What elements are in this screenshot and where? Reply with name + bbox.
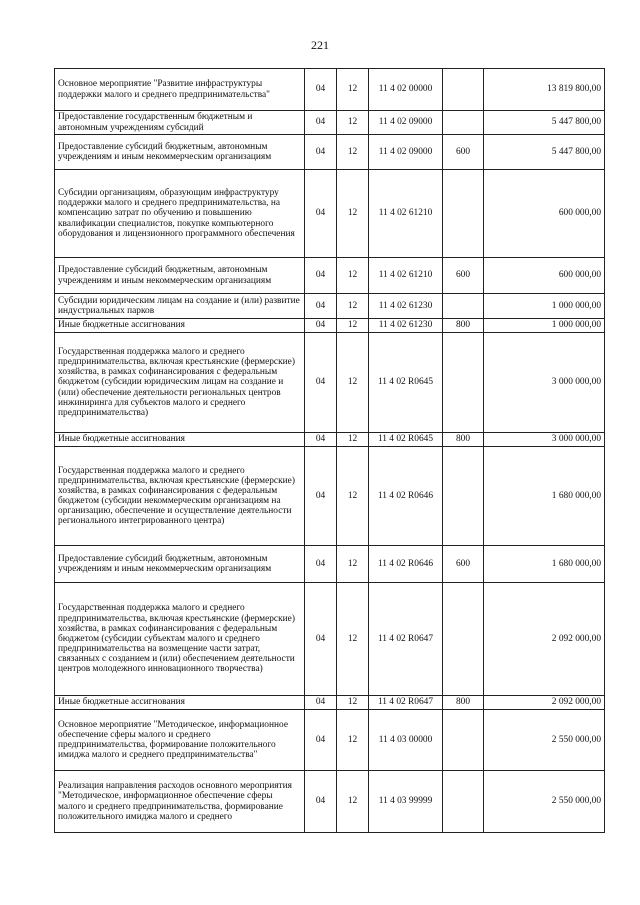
row-name-cell: Иные бюджетные ассигнования — [55, 319, 305, 333]
table-row — [55, 111, 605, 135]
row-expense-type-cell — [443, 771, 484, 833]
row-expense-type-cell — [443, 111, 484, 135]
row-name-cell: Субсидии юридическим лицам на создание и (или) развитие индустриальных парков — [55, 294, 305, 319]
row-expense-type-cell — [443, 583, 484, 696]
table-row — [55, 319, 605, 333]
row-sum-cell: 3 000 000,00 — [484, 433, 605, 447]
row-expense-type-cell: 800 — [443, 696, 484, 710]
row-sum-cell: 5 447 800,00 — [484, 111, 605, 135]
table-row — [55, 433, 605, 447]
row-target-code-cell: 11 4 02 R0647 — [369, 583, 443, 696]
row-name-cell: Государственная поддержка малого и среднего предпринимательства, включая крестьянские (фермерские) хозяйства, в рамках софинансирования с федеральным бюджетом (субсидии субъектам малого и среднего предпринимательства на возмещение части затрат, связанных с созданием и (или) обеспечением деятельности центров молодежного инновационного творчества) — [55, 583, 305, 696]
row-target-code-cell: 11 4 02 R0646 — [369, 546, 443, 583]
row-name-cell: Предоставление государственным бюджетным и автономным учреждениям субсидий — [55, 111, 305, 135]
row-expense-type-cell — [443, 333, 484, 433]
row-sum-cell: 5 447 800,00 — [484, 135, 605, 170]
row-section-cell: 04 — [305, 546, 337, 583]
row-sum-cell: 600 000,00 — [484, 258, 605, 294]
row-sum-cell: 1 000 000,00 — [484, 319, 605, 333]
row-subsection-cell: 12 — [337, 710, 369, 771]
row-target-code-cell: 11 4 02 61230 — [369, 294, 443, 319]
row-name-cell: Иные бюджетные ассигнования — [55, 696, 305, 710]
row-target-code-cell: 11 4 02 R0646 — [369, 447, 443, 546]
row-subsection-cell: 12 — [337, 447, 369, 546]
row-subsection-cell: 12 — [337, 333, 369, 433]
row-subsection-cell: 12 — [337, 258, 369, 294]
row-section-cell: 04 — [305, 170, 337, 258]
row-subsection-cell: 12 — [337, 546, 369, 583]
row-expense-type-cell: 600 — [443, 258, 484, 294]
row-sum-cell: 1 680 000,00 — [484, 546, 605, 583]
row-sum-cell: 1 680 000,00 — [484, 447, 605, 546]
row-name-cell: Реализация направления расходов основного мероприятия "Методическое, информационное обеспечение сферы малого и среднего предпринимательства, формирование положительного имиджа малого и среднего — [55, 771, 305, 833]
row-subsection-cell: 12 — [337, 583, 369, 696]
row-target-code-cell: 11 4 02 00000 — [369, 69, 443, 111]
row-section-cell: 04 — [305, 333, 337, 433]
row-subsection-cell: 12 — [337, 69, 369, 111]
row-sum-cell: 2 092 000,00 — [484, 583, 605, 696]
row-name-cell: Основное мероприятие "Методическое, информационное обеспечение сферы малого и среднего предпринимательства, формирование положительного имиджа малого и среднего предпринимательства" — [55, 710, 305, 771]
row-section-cell: 04 — [305, 294, 337, 319]
row-section-cell: 04 — [305, 258, 337, 294]
row-section-cell: 04 — [305, 135, 337, 170]
row-sum-cell: 13 819 800,00 — [484, 69, 605, 111]
row-target-code-cell: 11 4 02 R0647 — [369, 696, 443, 710]
row-sum-cell: 3 000 000,00 — [484, 333, 605, 433]
row-subsection-cell: 12 — [337, 170, 369, 258]
row-target-code-cell: 11 4 02 09000 — [369, 135, 443, 170]
row-expense-type-cell — [443, 170, 484, 258]
row-name-cell: Предоставление субсидий бюджетным, автономным учреждениям и иным некоммерческим организациям — [55, 135, 305, 170]
row-sum-cell: 2 550 000,00 — [484, 710, 605, 771]
table-row — [55, 69, 605, 111]
row-subsection-cell: 12 — [337, 433, 369, 447]
row-expense-type-cell: 800 — [443, 433, 484, 447]
row-sum-cell: 2 092 000,00 — [484, 696, 605, 710]
row-target-code-cell: 11 4 02 R0645 — [369, 333, 443, 433]
budget-table — [54, 68, 605, 833]
row-name-cell: Иные бюджетные ассигнования — [55, 433, 305, 447]
row-expense-type-cell: 600 — [443, 135, 484, 170]
row-expense-type-cell — [443, 447, 484, 546]
row-target-code-cell: 11 4 02 61210 — [369, 170, 443, 258]
row-expense-type-cell: 800 — [443, 319, 484, 333]
row-name-cell: Государственная поддержка малого и среднего предпринимательства, включая крестьянские (фермерские) хозяйства, в рамках софинансирования с федеральным бюджетом (субсидии некоммерческим организациям на организацию, обеспечение и осуществление деятельности регионального интегрированного центра) — [55, 447, 305, 546]
row-subsection-cell: 12 — [337, 294, 369, 319]
row-name-cell: Субсидии организациям, образующим инфраструктуру поддержки малого и среднего предпринимательства, на компенсацию затрат по обучению и повышению квалификации специалистов, покупке компьютерного оборудования и лицензионного программного обеспечения — [55, 170, 305, 258]
row-section-cell: 04 — [305, 771, 337, 833]
table-row — [55, 170, 605, 258]
row-subsection-cell: 12 — [337, 111, 369, 135]
row-target-code-cell: 11 4 03 00000 — [369, 710, 443, 771]
row-target-code-cell: 11 4 02 61210 — [369, 258, 443, 294]
table-row — [55, 135, 605, 170]
row-target-code-cell: 11 4 02 R0645 — [369, 433, 443, 447]
table-row — [55, 294, 605, 319]
row-subsection-cell: 12 — [337, 319, 369, 333]
row-target-code-cell: 11 4 02 61230 — [369, 319, 443, 333]
row-target-code-cell: 11 4 02 09000 — [369, 111, 443, 135]
table-row — [55, 258, 605, 294]
page-number: 221 — [311, 38, 329, 52]
table-row — [55, 447, 605, 546]
table-row — [55, 546, 605, 583]
row-subsection-cell: 12 — [337, 696, 369, 710]
row-section-cell: 04 — [305, 319, 337, 333]
row-section-cell: 04 — [305, 710, 337, 771]
row-section-cell: 04 — [305, 696, 337, 710]
row-sum-cell: 600 000,00 — [484, 170, 605, 258]
row-name-cell: Предоставление субсидий бюджетным, автономным учреждениям и иным некоммерческим организациям — [55, 546, 305, 583]
row-section-cell: 04 — [305, 583, 337, 696]
row-section-cell: 04 — [305, 433, 337, 447]
row-section-cell: 04 — [305, 69, 337, 111]
row-expense-type-cell — [443, 294, 484, 319]
row-target-code-cell: 11 4 03 99999 — [369, 771, 443, 833]
table-row — [55, 333, 605, 433]
row-section-cell: 04 — [305, 111, 337, 135]
row-sum-cell: 2 550 000,00 — [484, 771, 605, 833]
budget-table-body — [55, 69, 605, 833]
row-name-cell: Основное мероприятие "Развитие инфраструктуры поддержки малого и среднего предпринимательства" — [55, 69, 305, 111]
table-row — [55, 583, 605, 696]
row-name-cell: Государственная поддержка малого и среднего предпринимательства, включая крестьянские (фермерские) хозяйства, в рамках софинансирования с федеральным бюджетом (субсидии юридическим лицам на создание и (или) обеспечение деятельности региональных центров инжиниринга для субъектов малого и среднего предпринимательства) — [55, 333, 305, 433]
row-expense-type-cell — [443, 710, 484, 771]
row-name-cell: Предоставление субсидий бюджетным, автономным учреждениям и иным некоммерческим организациям — [55, 258, 305, 294]
row-expense-type-cell — [443, 69, 484, 111]
table-row — [55, 696, 605, 710]
row-expense-type-cell: 600 — [443, 546, 484, 583]
table-row — [55, 771, 605, 833]
row-sum-cell: 1 000 000,00 — [484, 294, 605, 319]
row-subsection-cell: 12 — [337, 771, 369, 833]
row-subsection-cell: 12 — [337, 135, 369, 170]
table-row — [55, 710, 605, 771]
row-section-cell: 04 — [305, 447, 337, 546]
